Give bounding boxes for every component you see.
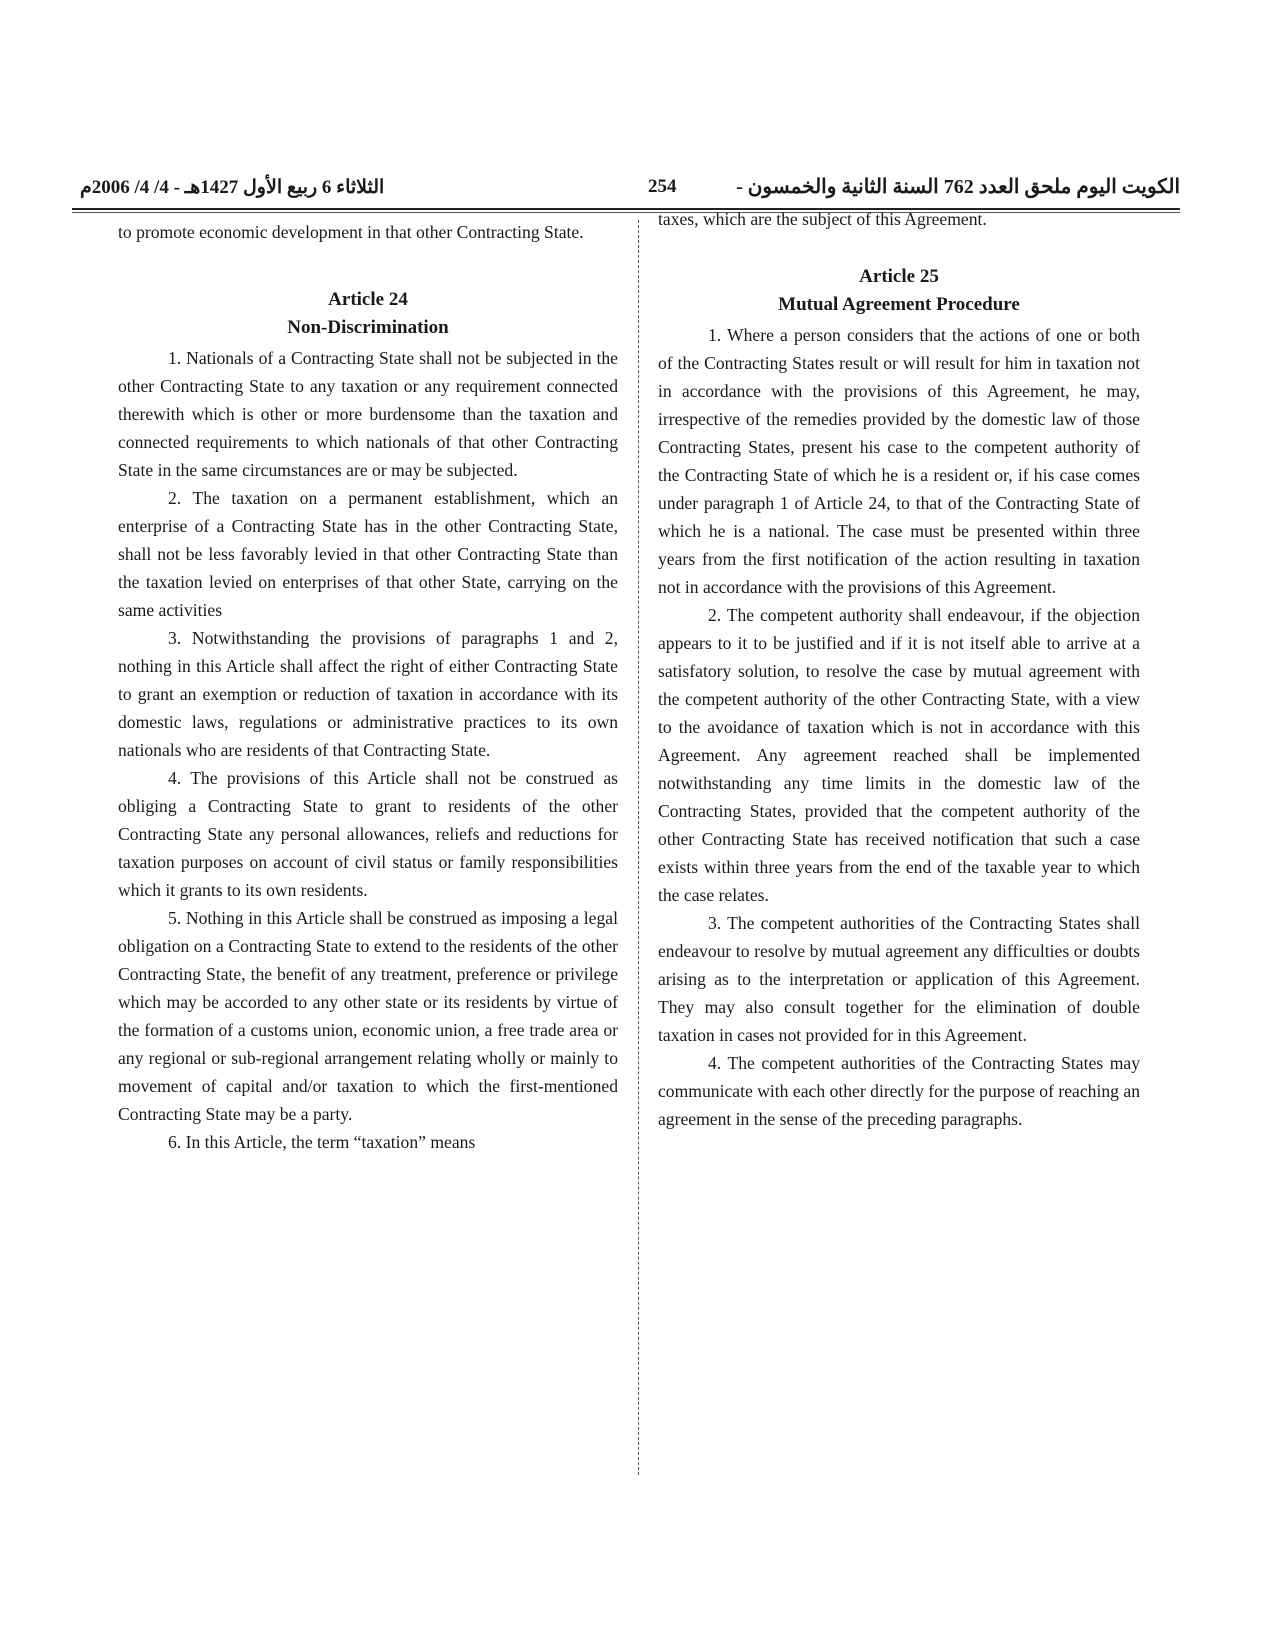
continuation-text: to promote economic development in that other Contracting State.	[118, 222, 584, 242]
article-25-paragraph-3: 3. The competent authorities of the Contracting States shall endeavour to resolve by mutual agreement any difficulties or doubts arising as to the interpretation or application of this Agreement. They may also consult together for the elimination of double taxation in cases not provided for in this Agreement.	[658, 913, 1140, 1045]
article-24-paragraph-4: 4. The provisions of this Article shall not be construed as obliging a Contracting State to grant to residents of the other Contracting State any personal allowances, reliefs and reductions for taxation purposes on account of civil status or family responsibilities which it grants to its own residents.	[118, 768, 618, 900]
header-date: الثلاثاء 6 ربيع الأول 1427هـ - 4/ 4/ 2006م	[80, 177, 385, 198]
article-24-paragraph-6: 6. In this Article, the term “taxation” means	[168, 1132, 476, 1152]
article-25-subtitle: Mutual Agreement Procedure	[778, 294, 1020, 315]
page-number: 254	[648, 176, 677, 197]
right-column	[658, 205, 1140, 1133]
article-25-paragraph-4: 4. The competent authorities of the Contracting States may communicate with each other directly for the purpose of reaching an agreement in the sense of the preceding paragraphs.	[658, 1053, 1140, 1129]
left-column	[118, 218, 618, 1156]
header-gazette-title: الكويت اليوم ملحق العدد 762 السنة الثانية والخمسون -	[736, 176, 1180, 198]
continuation-text: taxes, which are the subject of this Agreement.	[658, 209, 987, 229]
article-24-title: Article 24	[328, 289, 408, 310]
article-24-paragraph-5: 5. Nothing in this Article shall be construed as imposing a legal obligation on a Contracting State to extend to the residents of the other Contracting State, the benefit of any treatment, preference or privilege which may be accorded to any other state or its residents by virtue of the formation of a customs union, economic union, a free trade area or any regional or sub-regional arrangement relating wholly or mainly to movement of capital and/or taxation to which the first-mentioned Contracting State may be a party.	[118, 908, 618, 1124]
article-25-title: Article 25	[859, 266, 939, 287]
article-24-paragraph-2: 2. The taxation on a permanent establishment, which an enterprise of a Contracting State has in the other Contracting State, shall not be less favorably levied in that other Contracting State than the taxation levied on enterprises of that other State, carrying on the same activities	[118, 488, 618, 620]
article-24-subtitle: Non-Discrimination	[287, 317, 449, 338]
column-divider	[638, 220, 639, 1475]
article-24-paragraph-1: 1. Nationals of a Contracting State shall not be subjected in the other Contracting State to any taxation or any requirement connected therewith which is other or more burdensome than the taxation and connected requirements to which nationals of that other Contracting State in the same circumstances are or may be subjected.	[118, 348, 618, 480]
page-header	[80, 172, 1180, 206]
article-25-paragraph-1: 1. Where a person considers that the actions of one or both of the Contracting States result or will result for him in taxation not in accordance with the provisions of this Agreement, he may, irrespective of the remedies provided by the domestic law of those Contracting States, present his case to the competent authority of the Contracting State of which he is a resident or, if his case comes under paragraph 1 of Article 24, to that of the Contracting State of which he is a national. The case must be presented within three years from the first notification of the action resulting in taxation not in accordance with the provisions of this Agreement.	[658, 325, 1140, 597]
article-25-paragraph-2: 2. The competent authority shall endeavour, if the objection appears to it to be justified and if it is not itself able to arrive at a satisfatory solution, to resolve the case by mutual agreement with the competent authority of the other Contracting State, with a view to the avoidance of taxation which is not in accordance with this Agreement. Any agreement reached shall be implemented notwithstanding any time limits in the domestic law of the Contracting States, provided that the competent authority of the other Contracting State has received notification that such a case exists within three years from the end of the taxable year to which the case relates.	[658, 605, 1140, 905]
article-24-paragraph-3: 3. Notwithstanding the provisions of paragraphs 1 and 2, nothing in this Article shall affect the right of either Contracting State to grant an exemption or reduction of taxation in accordance with its domestic laws, regulations or administrative practices to its own nationals who are residents of that Contracting State.	[118, 628, 618, 760]
